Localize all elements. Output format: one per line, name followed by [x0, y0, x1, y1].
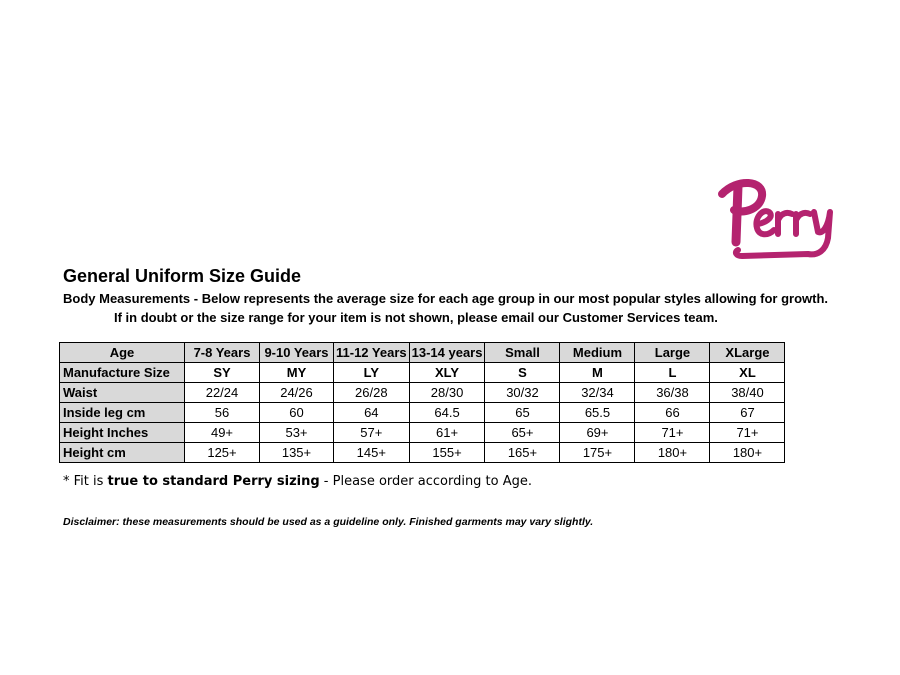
column-header: 7-8 Years — [185, 343, 260, 363]
table-cell: 24/26 — [260, 383, 334, 403]
table-cell: 175+ — [560, 443, 635, 463]
size-guide-table — [59, 342, 785, 463]
table-row-inside-leg — [60, 403, 785, 423]
table-cell: 57+ — [334, 423, 410, 443]
table-header-row — [60, 343, 785, 363]
table-cell: 53+ — [260, 423, 334, 443]
fit-note-emphasis: true to standard Perry sizing — [107, 474, 320, 489]
table-cell: 71+ — [710, 423, 785, 443]
page-title: General Uniform Size Guide — [63, 266, 302, 286]
table-row-height-cm — [60, 443, 785, 463]
table-cell: 64 — [334, 403, 410, 423]
table-cell: 65 — [485, 403, 560, 423]
table-cell: 49+ — [185, 423, 260, 443]
table-cell: 180+ — [635, 443, 710, 463]
table-cell: 145+ — [334, 443, 410, 463]
row-label: Waist — [60, 383, 185, 403]
table-cell: 28/30 — [409, 383, 485, 403]
table-cell: LY — [334, 363, 410, 383]
row-label: Inside leg cm — [60, 403, 185, 423]
table-cell: XLY — [409, 363, 485, 383]
description-line-1: Body Measurements - Below represents the average size for each age group in our most popular styles allowing for growth. — [63, 291, 829, 306]
column-header: Large — [635, 343, 710, 363]
table-cell: 165+ — [485, 443, 560, 463]
table-cell: 61+ — [409, 423, 485, 443]
table-cell: 155+ — [409, 443, 485, 463]
row-label: Height Inches — [60, 423, 185, 443]
table-cell: 65+ — [485, 423, 560, 443]
table-cell: 26/28 — [334, 383, 410, 403]
fit-note — [63, 474, 532, 489]
column-header: 13-14 years — [409, 343, 485, 363]
table-cell: 65.5 — [560, 403, 635, 423]
table-cell: 135+ — [260, 443, 334, 463]
table-cell: 30/32 — [485, 383, 560, 403]
description-line-2: If in doubt or the size range for your item is not shown, please email our Customer Services team. — [114, 310, 718, 325]
column-header: 9-10 Years — [260, 343, 334, 363]
table-cell: 67 — [710, 403, 785, 423]
row-label: Manufacture Size — [60, 363, 185, 383]
table-cell: 60 — [260, 403, 334, 423]
table-row-height-inches — [60, 423, 785, 443]
disclaimer: Disclaimer: these measurements should be used as a guideline only. Finished garments may vary slightly. — [63, 516, 594, 528]
table-cell: SY — [185, 363, 260, 383]
header-age-label: Age — [60, 343, 185, 363]
fit-note-suffix: - Please order according to Age. — [319, 474, 533, 489]
table-cell: XL — [710, 363, 785, 383]
table-cell: 71+ — [635, 423, 710, 443]
perry-logo-graphic — [712, 172, 847, 264]
table-cell: 22/24 — [185, 383, 260, 403]
table-cell: 36/38 — [635, 383, 710, 403]
table-cell: 56 — [185, 403, 260, 423]
table-cell: S — [485, 363, 560, 383]
column-header: XLarge — [710, 343, 785, 363]
column-header: Small — [485, 343, 560, 363]
column-header: 11-12 Years — [334, 343, 410, 363]
table-cell: 69+ — [560, 423, 635, 443]
table-cell: 32/34 — [560, 383, 635, 403]
table-cell: M — [560, 363, 635, 383]
table-cell: 38/40 — [710, 383, 785, 403]
column-header: Medium — [560, 343, 635, 363]
table-cell: 66 — [635, 403, 710, 423]
perry-logo — [712, 172, 847, 264]
table-cell: L — [635, 363, 710, 383]
table-cell: 125+ — [185, 443, 260, 463]
table-cell: 64.5 — [409, 403, 485, 423]
fit-note-prefix: * Fit is — [63, 474, 108, 489]
table-row-waist — [60, 383, 785, 403]
table-cell: MY — [260, 363, 334, 383]
row-label: Height cm — [60, 443, 185, 463]
table-cell: 180+ — [710, 443, 785, 463]
table-row-manufacture-size — [60, 363, 785, 383]
